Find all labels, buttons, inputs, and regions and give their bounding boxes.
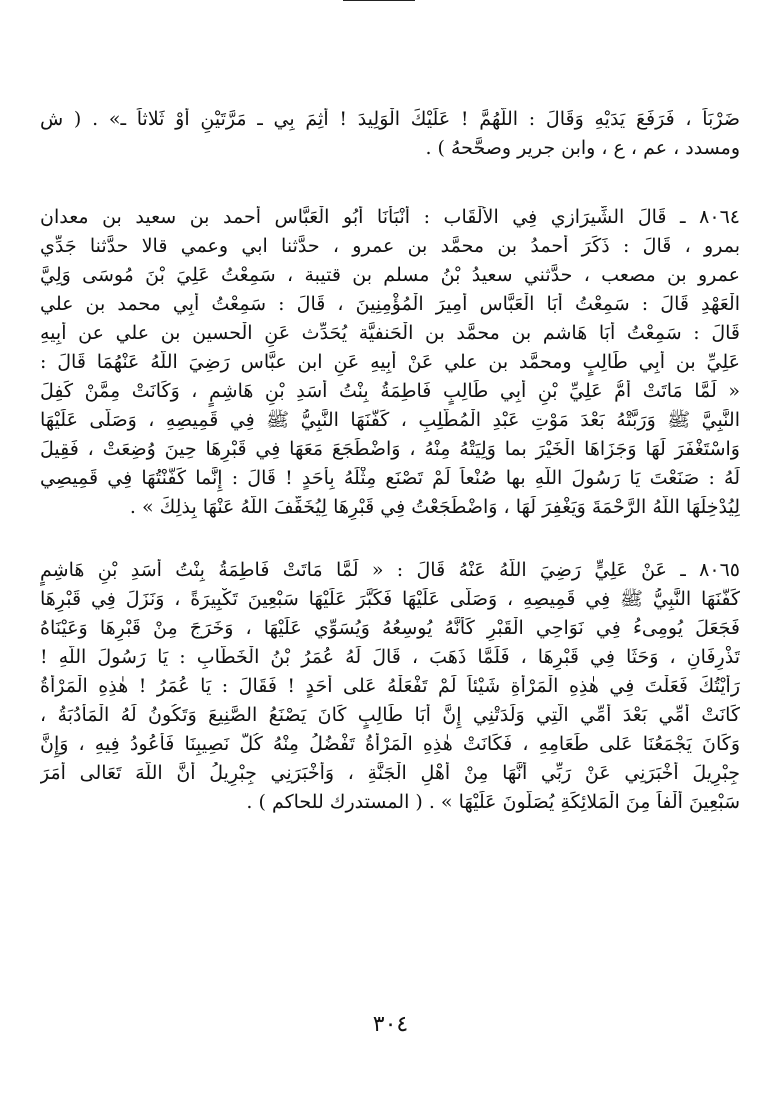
text-line: لِيُدْخِلَهَا اللَّهُ الرَّحْمَةَ وَيَغْفِرَ لَهَا ، وَاضْطَجَعْتُ فِي قَبْرِهَا لِيُخَفِّفَ اللَّهُ عَنْهَا بِذلِكَ » . <box>129 496 740 518</box>
text-line: ٨٠٦٥ ـ عَنْ عَلِيٍّ رَضِيَ اللَّهُ عَنْهُ قَالَ : « لَمَّا مَاتَتْ فَاطِمَةُ بِنْتُ أَسَدِ بْنِ هَاشِمٍ <box>40 559 740 581</box>
text-line: النَّبِيَّ ﷺ وَرَبَّتْهُ بَعْدَ مَوْتِ عَبْدِ الْمُطَّلِبِ ، كَفَّنَهَا النَّبِيُّ ﷺ فِي قَمِيصِهِ ، وَصَلَّى عَلَيْهَا <box>40 409 740 431</box>
text-line: كَفَّنَهَا النَّبِيُّ ﷺ فِي قَمِيصِهِ ، وَصَلَّى عَلَيْهَا فَكَبَّرَ عَلَيْهَا سَبْعِينَ تَكْبِيرَةً ، وَنَزَلَ فِي قَبْرِهَا <box>40 588 740 610</box>
text-line: ومسدد ، عم ، ع ، وابن جرير وصحَّحهُ ) . <box>425 137 740 159</box>
text-line: عَلِيِّ بن أَبِي طَالِبٍ ومحمَّد بن علي عَنْ أَبِيهِ عَنِ ابن عبَّاس رَضِيَ اللَّهُ عَنْهُمَا قَالَ : <box>40 351 740 373</box>
paragraph-gap <box>40 166 740 206</box>
paragraph-8065 <box>40 559 740 820</box>
text-line: جِبْرِيلَ أَخْبَرَنِي عَنْ رَبِّي أَنَّهَا مِنْ أَهْلِ الْجَنَّةِ ، وَأَخْبَرَنِي جِبْرِيلُ أَنَّ اللَّهَ تَعَالى أَمَرَ <box>40 762 740 784</box>
text-line: قَالَ : سَمِعْتُ أَبَا هَاشم بن محمَّد بن الْحَنفيَّة يُحَدِّث عَنِ الْحسين بن علي عن أَبِيهِ <box>40 322 740 344</box>
text-line: عمرو بن مصعب ، حدَّثني سعيدُ بْنُ مسلم بن قتيبة ، سَمِعْتُ عَلِيَ بْنَ مُوسَى وَلِيَّ <box>40 264 740 286</box>
text-line: ضَرْبَاً ، فَرَفَعَ يَدَيْهِ وَقَالَ : اللَّهُمَّ ! عَلَيْكَ الْوَلِيدَ ! أَثِمَ بِي ـ مَرَّتَيْنِ أَوْ ثَلاثاً ـ» . ( ش <box>40 108 740 130</box>
text-line: الْعَهْدِ قَالَ : سَمِعْتُ أَبَا الْعَبَّاس أَمِيرَ الْمُؤْمِنِينَ ، قَالَ : سَمِعْتُ أَبِي محمد بن علي <box>40 293 740 315</box>
paragraph-1 <box>40 108 740 166</box>
text-line: بمرو ، قَالَ : ذَكَرَ أَحمدُ بن محمَّد بن عمرو ، حدَّثنا ابي وعمي قالا حدَّثنا جَدِّي <box>40 235 740 257</box>
text-line: لَهُ : صَنَعْتَ يَا رَسُولَ اللَّهِ بها صُنْعاً لَمْ تَصْنَع مِثْلَهُ بِأَحَدٍ ! قَالَ : إِنَّما كَفَّنْتُهَا فِي قَمِيصِي <box>40 467 740 489</box>
paragraph-gap <box>40 525 740 559</box>
text-line: تَذْرِفَانِ ، وَحَثَا فِي قَبْرِهَا ، فَلَمَّا ذَهَبَ ، قَالَ لَهُ عُمَرُ بْنُ الْخَطَّابِ : يَا رَسُولَ اللَّهِ ! <box>40 646 740 668</box>
text-line: سَبْعِينَ أَلْفاً مِنَ الْمَلائِكَةِ يُصَلُّونَ عَلَيْهَا » . ( المستدرك للحاكم ) . <box>246 791 740 813</box>
document-body <box>40 108 740 820</box>
page-number: ٣٠٤ <box>372 1012 409 1037</box>
text-line: كَانَتْ أُمِّي بَعْدَ أُمِّي الَّتِي وَلَدَتْنِي إِنَّ أَبَا طَالِبٍ كَانَ يَصْنَعُ الصَّنِيعَ وَتَكُونُ لَهُ الْمَأْدُبَةُ ، <box>40 704 740 726</box>
text-line: ٨٠٦٤ ـ قَالَ الشِّيرَازي فِي الأَلْقَاب : أَنْبَأَنَا أَبُو الْعَبَّاس أَحمد بن سعيد بن معدان <box>40 206 740 228</box>
text-line: « لَمَّا مَاتَتْ أُمُّ عَلِيِّ بْنِ أَبِي طَالِبٍ فَاطِمَةُ بِنْتُ أَسَدِ بْنِ هَاشِمٍ ، وَكَانَتْ مِمَّنْ كَفِلَ <box>40 380 740 402</box>
text-line: رَأَيْتُكَ فَعَلْتَ فِي هٰذِهِ الْمَرْأَةِ شَيْئاً لَمْ تَفْعَلْهُ عَلى أَحَدٍ ! فَقَالَ : يَا عُمَرُ ! هٰذِهِ الْمَرْأَةُ <box>40 675 740 697</box>
text-line: وَاسْتَغْفَرَ لَهَا وَجَزَاهَا الْخَيْرَ بما وَلِيَتْهُ مِنْهُ ، وَاضْطَجَعَ مَعَهَا فِي قَبْرِهَا حِينَ وُضِعَتْ ، فَقِيلَ <box>40 438 740 460</box>
text-line: وَكَانَ يَجْمَعُنَا عَلى طَعَامِهِ ، فَكَانَتْ هٰذِهِ الْمَرْأَةُ تَفْضُلُ مِنْهُ كُلَّ نَصِيبِنَا فَأَعُودُ فِيهِ ، وَإِنَّ <box>40 733 740 755</box>
paragraph-8064 <box>40 206 740 525</box>
text-line: فَجَعَلَ يُومِىءُ فِي نَوَاحِي الْقَبْرِ كَأَنَّهُ يُوسِعُهُ وَيُسَوِّي عَلَيْهَا ، وَخَرَجَ مِنْ قَبْرِهَا وَعَيْنَاهُ <box>40 617 740 639</box>
top-rule <box>343 0 415 1</box>
